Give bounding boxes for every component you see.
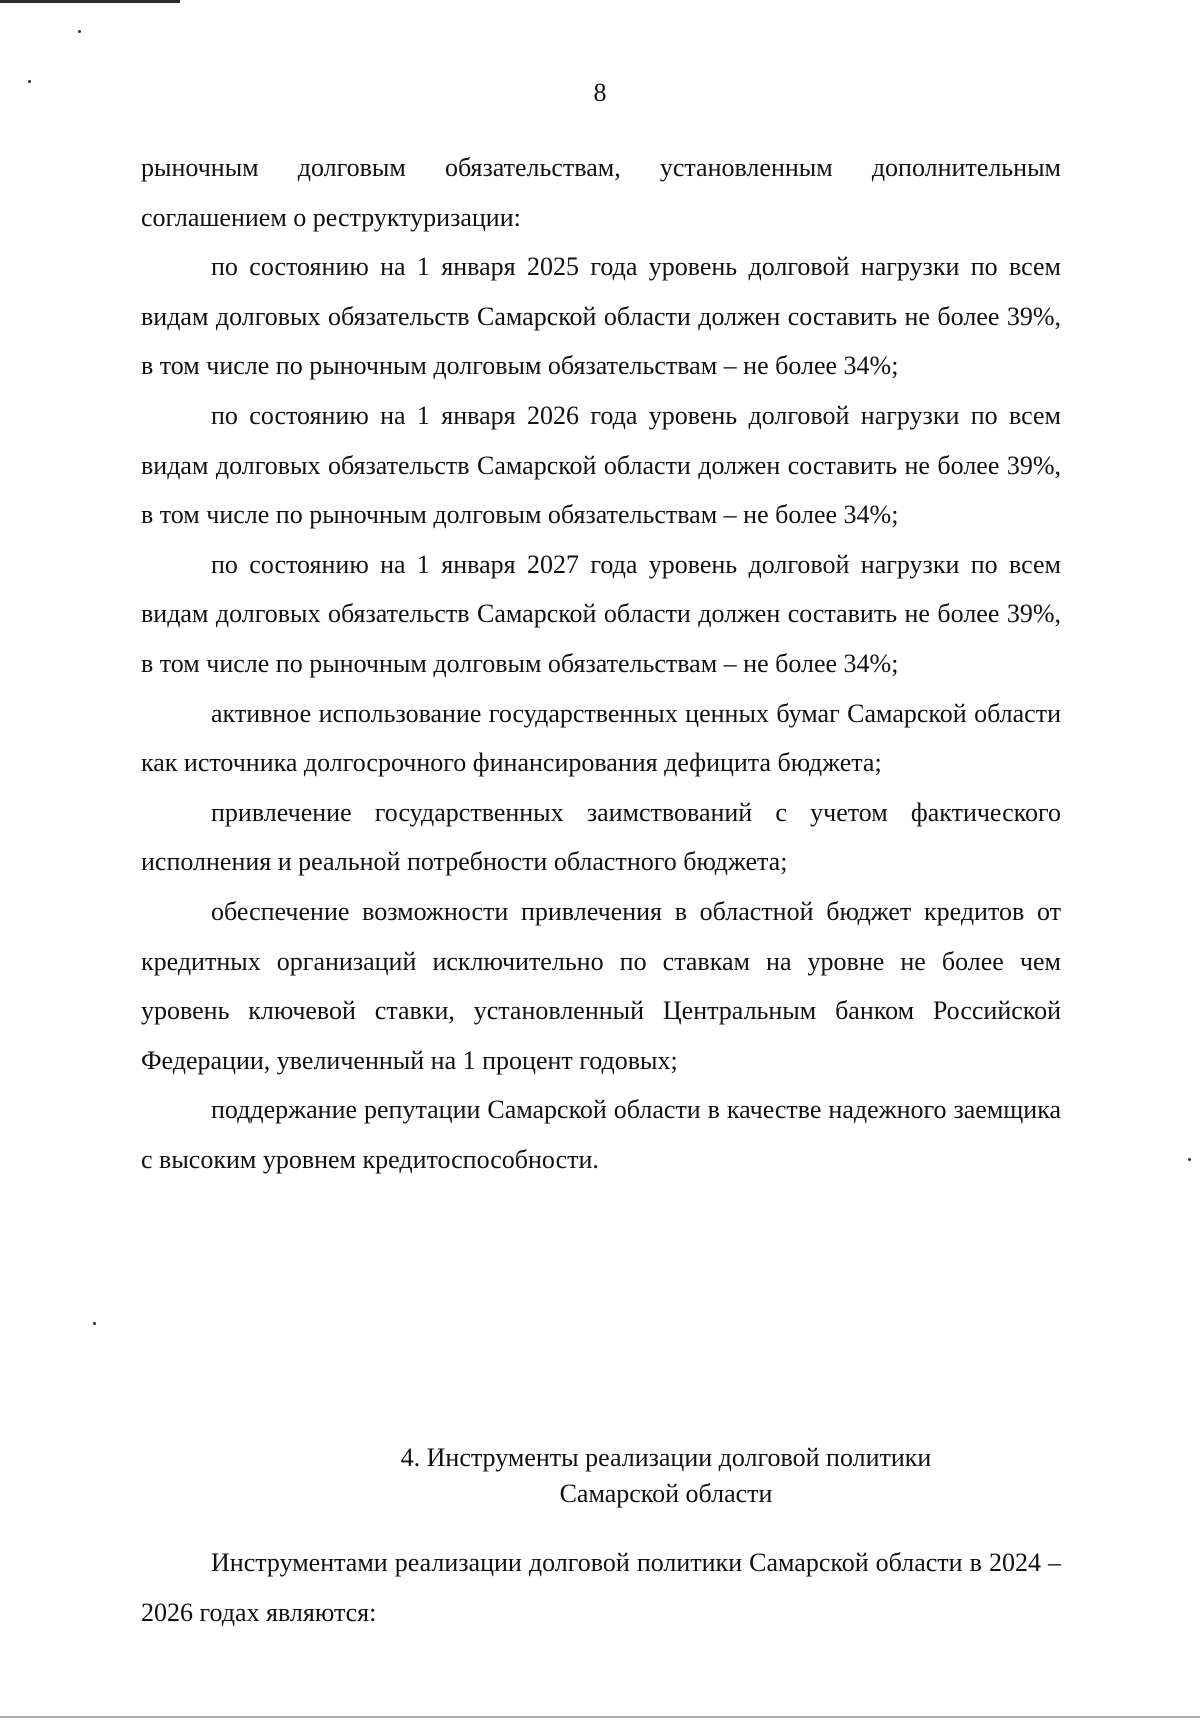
paragraph-target-2027: по состоянию на 1 января 2027 года уровень долговой нагрузки по всем видам долговых обязательств Самарской области должен составить не более 39%, в том числе по рыночным долговым обязательствам – не более 34%; [141, 549, 1061, 678]
paragraph-target-2025: по состоянию на 1 января 2025 года уровень долговой нагрузки по всем видам долговых обязательств Самарской области должен составить не более 39%, в том числе по рыночным долговым обязательствам – не более 34%; [141, 252, 1061, 381]
scan-speck [78, 30, 81, 33]
paragraph-continuation: рыночным долговым обязательствам, установленным дополнительным соглашением о реструктуризации: [141, 153, 1061, 232]
paragraph-reputation: поддержание репутации Самарской области в качестве надежного заемщика с высоким уровнем кредитоспособности. [141, 1095, 1061, 1174]
scan-speck [1188, 1158, 1191, 1161]
paragraph-borrowings: привлечение государственных заимствований с учетом фактического исполнения и реальной потребности областного бюджета; [141, 797, 1061, 877]
page-number: 8 [593, 78, 607, 107]
paragraph-credits: обеспечение возможности привлечения в областной бюджет кредитов от кредитных организаций исключительно по ставкам на уровне не более чем уровень ключевой ставки, установленный Центральным банком Российской Федерации, увеличенный на 1 процент годовых; [141, 896, 1061, 1075]
scan-edge-top [0, 0, 180, 3]
section-heading-line-2: Самарской области [559, 1479, 773, 1508]
section-heading [141, 1440, 1061, 1512]
section-heading-line-1: 4. Инструменты реализации долговой политики [400, 1443, 932, 1472]
scan-edge-bottom [0, 1716, 1200, 1718]
scan-speck [93, 1322, 96, 1325]
paragraph-instruments-intro: Инструментами реализации долговой политики Самарской области в 2024 – 2026 годах являются: [141, 1548, 1061, 1627]
paragraph-securities: активное использование государственных ценных бумаг Самарской области как источника долгосрочного финансирования дефицита бюджета; [141, 698, 1061, 778]
section-intro [141, 1538, 1061, 1637]
body-text [141, 143, 1061, 1184]
paragraph-target-2026: по состоянию на 1 января 2026 года уровень долговой нагрузки по всем видам долговых обязательств Самарской области должен составить не более 39%, в том числе по рыночным долговым обязательствам – не более 34%; [141, 400, 1061, 530]
